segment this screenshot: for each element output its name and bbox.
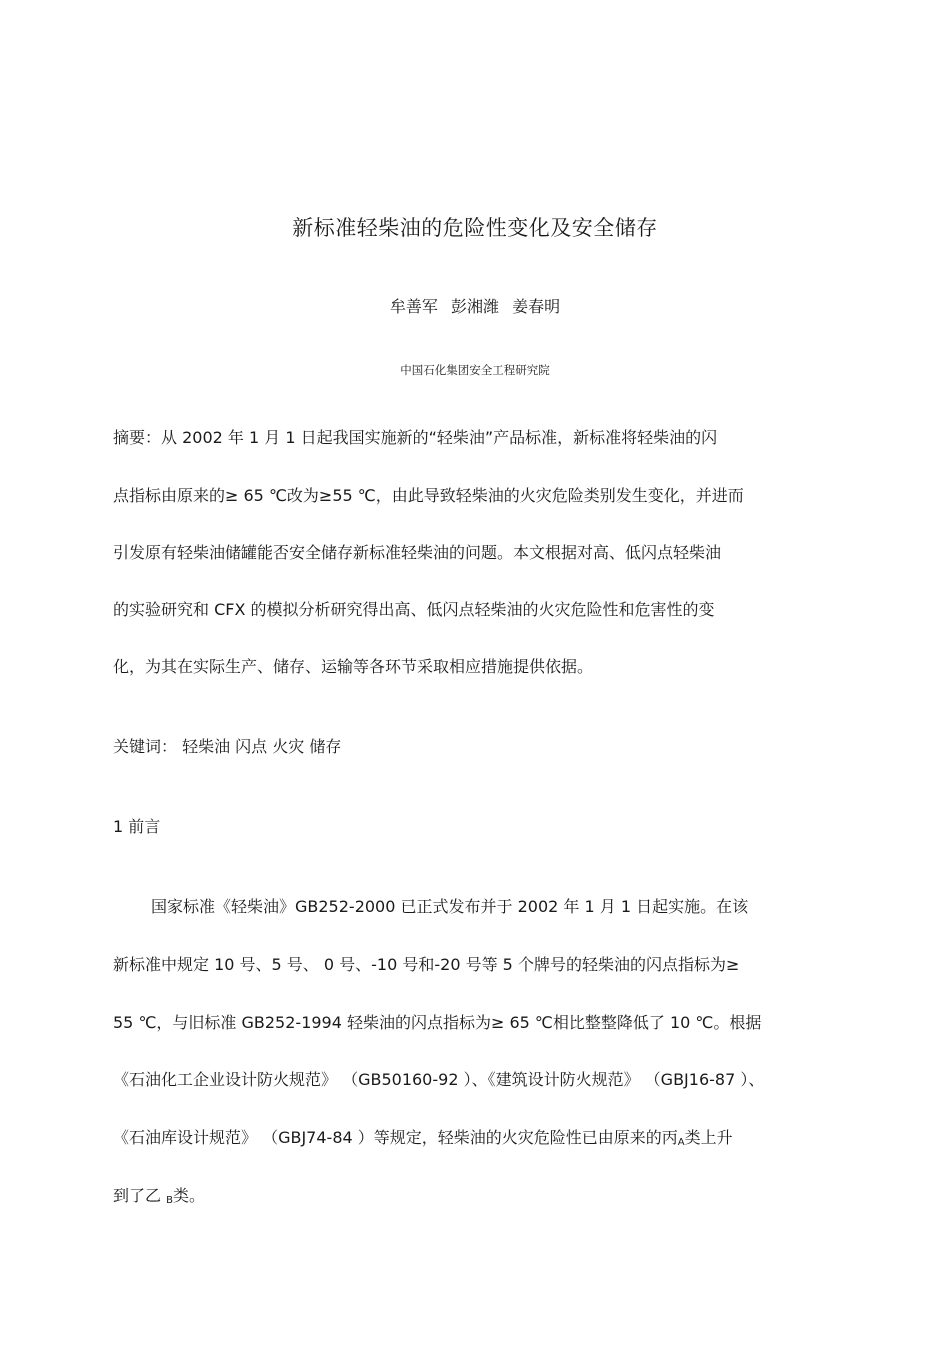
- body-text: 到了乙: [113, 1186, 167, 1205]
- author-name: 牟善军: [389, 297, 438, 316]
- abstract-line: 摘要：从 2002 年 1 月 1 日起我国实施新的“轻柴油”产品标准，新标准将轻柴油的闪: [113, 428, 718, 447]
- body-text: 类。: [172, 1186, 205, 1205]
- body-line: 新标准中规定 10 号、5 号、 0 号、-10 号和-20 号等 5 个牌号的轻柴油的闪点指标为≥: [113, 955, 740, 974]
- abstract-line: 化，为其在实际生产、储存、运输等各环节采取相应措施提供依据。: [113, 657, 594, 676]
- body-line: 国家标准《轻柴油》GB252-2000 已正式发布并于 2002 年 1 月 1 日起实施。在该: [151, 897, 749, 916]
- subscript: B: [166, 1195, 173, 1206]
- body-line: 55 ℃，与旧标准 GB252-1994 轻柴油的闪点指标为≥ 65 ℃相比整整降低了 10 ℃。根据: [113, 1013, 762, 1032]
- body-text: 类上升: [684, 1128, 733, 1147]
- body-line: [113, 1186, 205, 1211]
- paper-title: 新标准轻柴油的危险性变化及安全储存: [292, 216, 658, 240]
- subscript: A: [677, 1137, 685, 1148]
- keywords-line: 关键词： 轻柴油 闪点 火灾 储存: [113, 737, 342, 756]
- body-line: [113, 1128, 733, 1153]
- body-line: 《石油化工企业设计防火规范》 （GB50160-92 ）、《建筑设计防火规范》 （GBJ16-87 ）、: [113, 1070, 765, 1089]
- author-name: 姜春明: [512, 297, 561, 316]
- abstract-line: 引发原有轻柴油储罐能否安全储存新标准轻柴油的问题。本文根据对高、低闪点轻柴油: [113, 543, 722, 562]
- author-name: 彭湘潍: [450, 297, 499, 316]
- body-text: 《石油库设计规范》 （GBJ74-84 ）等规定，轻柴油的火灾危险性已由原来的丙: [113, 1128, 678, 1147]
- section-heading: 1 前言: [113, 817, 161, 836]
- abstract-line: 的实验研究和 CFX 的模拟分析研究得出高、低闪点轻柴油的火灾危险性和危害性的变: [113, 600, 715, 619]
- affiliation: 中国石化集团安全工程研究院: [400, 363, 550, 377]
- author-list: [0, 294, 950, 317]
- abstract-line: 点指标由原来的≥ 65 ℃改为≥55 ℃，由此导致轻柴油的火灾危险类别发生变化，并进而: [113, 486, 744, 505]
